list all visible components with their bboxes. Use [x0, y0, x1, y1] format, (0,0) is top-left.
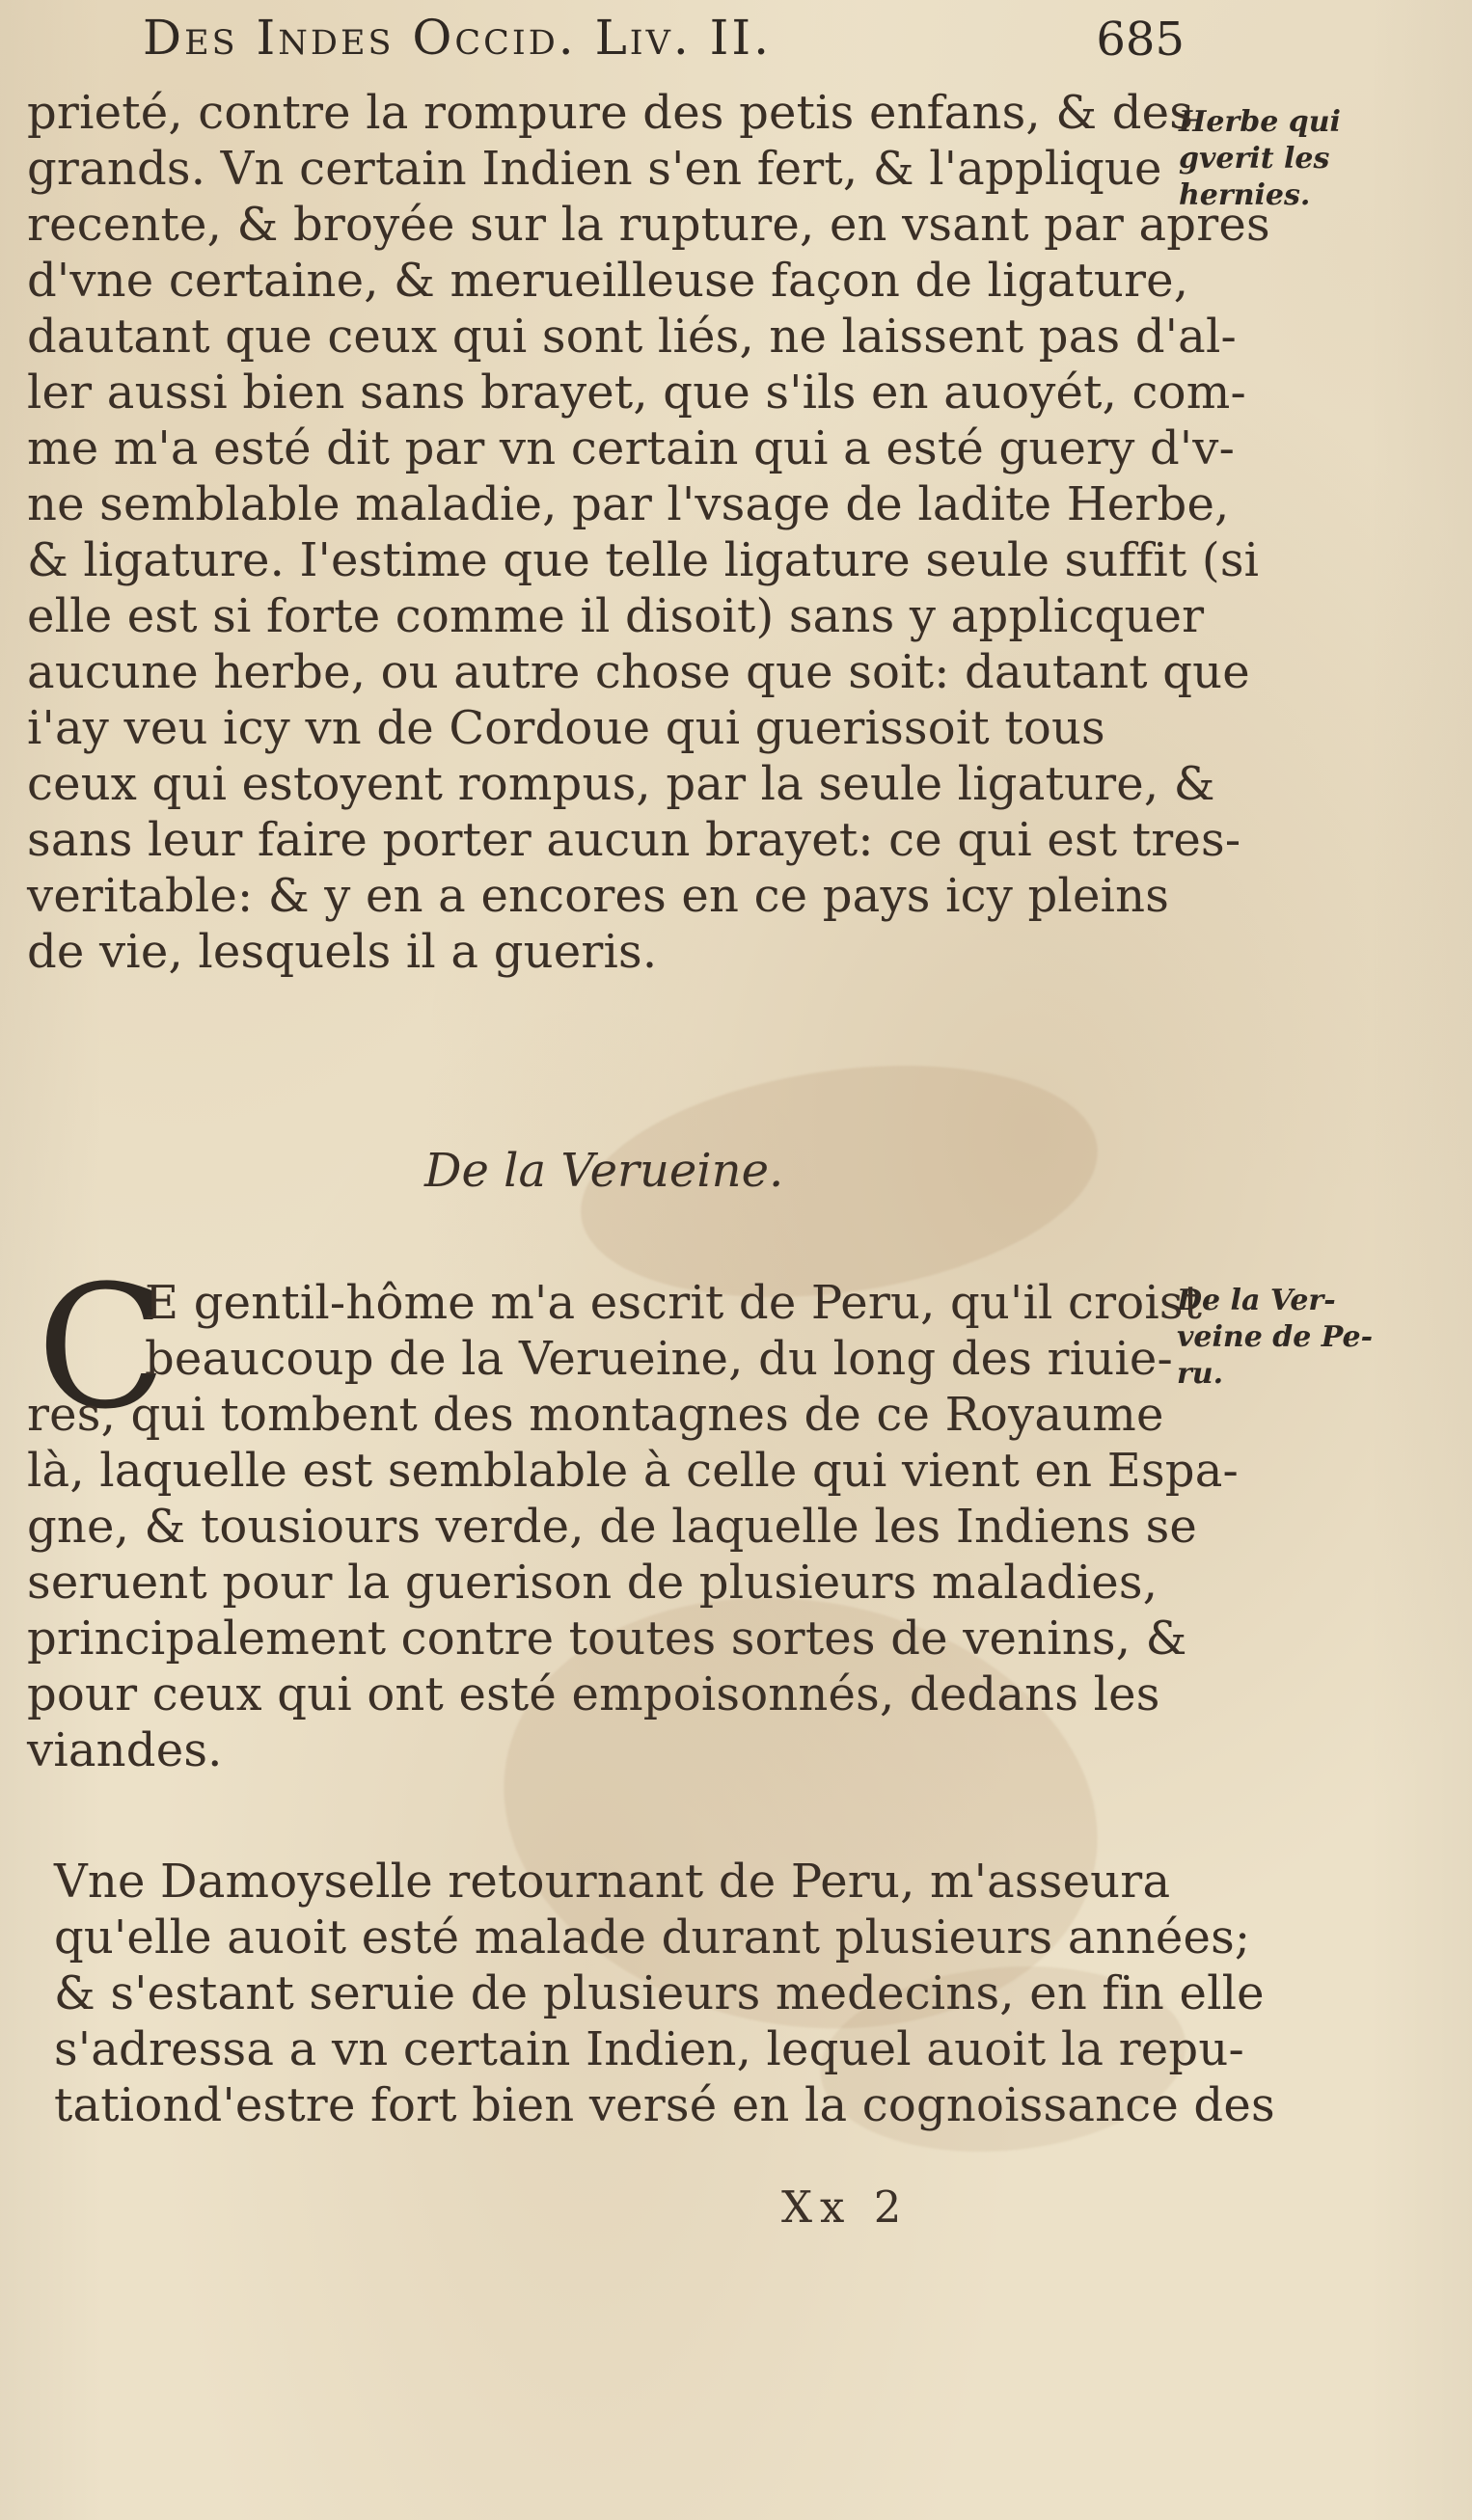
text-line: veritable: & y en a encores en ce pays icy pleins	[27, 869, 1170, 923]
text-line: recente, & broyée sur la rupture, en vsant par apres	[27, 198, 1270, 252]
text-line: qu'elle auoit esté malade durant plusieurs années;	[54, 1910, 1251, 1965]
text-line: principalement contre toutes sortes de venins, &	[27, 1612, 1187, 1666]
page-number: 685	[1096, 13, 1185, 67]
text-line: elle est si forte comme il disoit) sans y applicquer	[27, 589, 1205, 643]
text-line: tationd'estre fort bien versé en la cognoissance des	[54, 2078, 1275, 2132]
paragraph-second	[27, 1387, 1239, 1778]
drop-cap: C	[37, 1249, 167, 1447]
margin-note-verveine: De la Ver- veine de Pe- ru.	[1177, 1284, 1374, 1391]
text-line: d'vne certaine, & merueilleuse façon de ligature,	[27, 254, 1189, 308]
text-line: me m'a esté dit par vn certain qui a esté guery d'v-	[27, 421, 1236, 475]
text-line: & s'estant seruie de plusieurs medecins, en fin elle	[54, 1966, 1265, 2020]
text-line: grands. Vn certain Indien s'en fert, & l'applique	[27, 142, 1162, 196]
text-line: sans leur faire porter aucun brayet: ce qui est tres-	[27, 813, 1241, 867]
running-header	[143, 10, 1185, 71]
paragraph-second-intro	[145, 1275, 1203, 1387]
section-heading: De la Verueine.	[424, 1144, 784, 1198]
paragraph-third	[54, 1854, 1275, 2133]
signature-mark: Xx 2	[781, 2181, 910, 2233]
text-line: dautant que ceux qui sont liés, ne laissent pas d'al-	[27, 310, 1237, 364]
text-line: gne, & tousiours verde, de laquelle les Indiens se	[27, 1500, 1198, 1554]
text-line: s'adressa a vn certain Indien, lequel auoit la repu-	[54, 2022, 1244, 2076]
text-line: ler aussi bien sans brayet, que s'ils en auoyét, com-	[27, 366, 1246, 420]
text-line: E gentil-hôme m'a escrit de Peru, qu'il croist	[145, 1276, 1203, 1330]
text-line: prieté, contre la rompure des petis enfans, & des	[27, 86, 1194, 140]
text-line: pour ceux qui ont esté empoisonnés, dedans les	[27, 1667, 1160, 1721]
text-line: là, laquelle est semblable à celle qui vient en Espa-	[27, 1444, 1239, 1498]
running-head-title: Des Indes Occid. Liv. II.	[143, 10, 773, 66]
text-line: beaucoup de la Verueine, du long des riuie-	[145, 1332, 1173, 1386]
text-line: & ligature. I'estime que telle ligature seule suffit (si	[27, 533, 1260, 587]
text-line: Vne Damoyselle retournant de Peru, m'asseura	[54, 1855, 1171, 1909]
text-line: de vie, lesquels il a gueris.	[27, 925, 658, 979]
text-line: ceux qui estoyent rompus, par la seule ligature, &	[27, 757, 1215, 811]
text-line: viandes.	[27, 1723, 223, 1777]
margin-note-hernies: Herbe qui gverit les hernies.	[1179, 105, 1341, 212]
text-line: i'ay veu icy vn de Cordoue qui guerissoit tous	[27, 701, 1105, 755]
text-line: seruent pour la guerison de plusieurs maladies,	[27, 1556, 1159, 1610]
text-line: res, qui tombent des montagnes de ce Royaume	[27, 1388, 1164, 1442]
text-line: aucune herbe, ou autre chose que soit: dautant que	[27, 645, 1250, 699]
text-line: ne semblable maladie, par l'vsage de ladite Herbe,	[27, 477, 1230, 531]
